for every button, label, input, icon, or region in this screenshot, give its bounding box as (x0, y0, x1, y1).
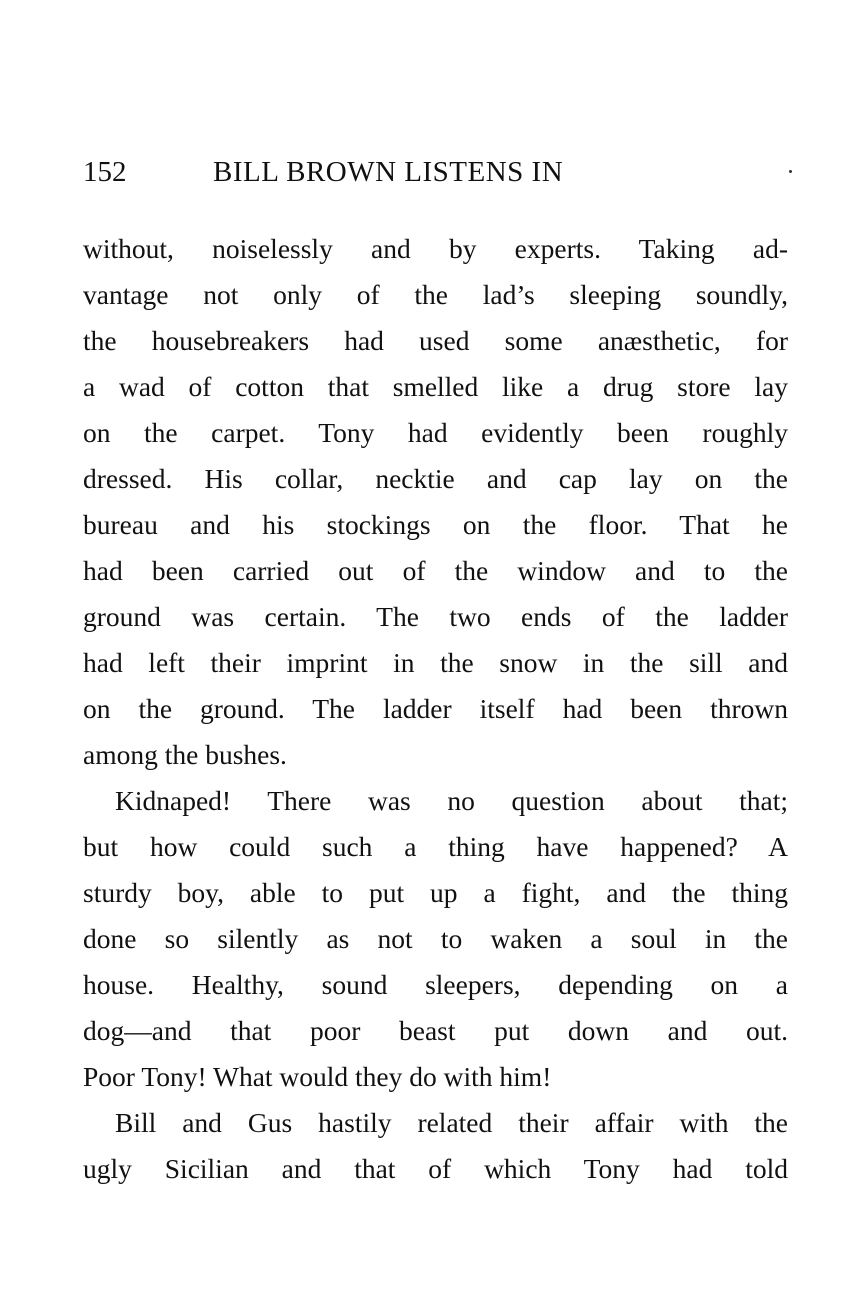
text-line: vantage not only of the lad’s sleeping soundly, (83, 279, 788, 310)
text-line: ugly Sicilian and that of which Tony had told (83, 1153, 788, 1184)
running-head (83, 152, 793, 192)
text-line: Poor Tony! What would they do with him! (83, 1061, 552, 1092)
text-line: ground was certain. The two ends of the ladder (83, 601, 788, 632)
text-line: without, noiselessly and by experts. Taking ad- (83, 233, 788, 264)
print-speck (789, 170, 792, 173)
text-line: had left their imprint in the snow in the sill and (83, 647, 788, 678)
text-line: a wad of cotton that smelled like a drug store lay (83, 371, 788, 402)
text-line: sturdy boy, able to put up a fight, and the thing (83, 877, 788, 908)
text-line: bureau and his stockings on the floor. That he (83, 509, 788, 540)
text-line: had been carried out of the window and to the (83, 555, 788, 586)
text-line: the housebreakers had used some anæsthetic, for (83, 325, 788, 356)
text-line: done so silently as not to waken a soul in the (83, 923, 788, 954)
text-line: on the ground. The ladder itself had been thrown (83, 693, 788, 724)
paragraph-1 (83, 226, 788, 778)
body-text (83, 226, 788, 1192)
text-line: house. Healthy, sound sleepers, depending on a (83, 969, 788, 1000)
text-line: dog—and that poor beast put down and out. (83, 1015, 788, 1046)
paragraph-2 (83, 778, 788, 1100)
text-line: Kidnaped! There was no question about that; (115, 785, 788, 816)
text-line: but how could such a thing have happened? A (83, 831, 788, 862)
text-line: Bill and Gus hastily related their affair with the (115, 1107, 788, 1138)
page-number: 152 (83, 156, 127, 188)
paragraph-3 (83, 1100, 788, 1192)
text-line: among the bushes. (83, 739, 287, 770)
text-line: dressed. His collar, necktie and cap lay on the (83, 463, 788, 494)
text-line: on the carpet. Tony had evidently been roughly (83, 417, 788, 448)
running-title: BILL BROWN LISTENS IN (213, 156, 564, 188)
